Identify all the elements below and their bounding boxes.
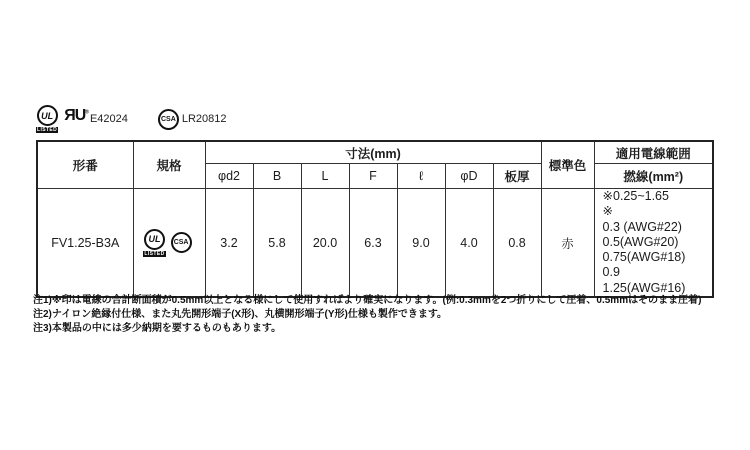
col-header-b: B bbox=[253, 164, 301, 189]
certification-marks bbox=[36, 103, 257, 135]
col-header-wire-range: 適用電線範囲 bbox=[594, 141, 713, 164]
table-row bbox=[37, 189, 713, 298]
value-f: 6.3 bbox=[349, 189, 397, 298]
wire-range-line: 0.75(AWG#18) bbox=[602, 250, 686, 265]
value-d: 4.0 bbox=[445, 189, 493, 298]
footnotes bbox=[33, 294, 733, 336]
registered-symbol: ® bbox=[85, 109, 89, 116]
col-header-dimensions: 寸法(mm) bbox=[205, 141, 541, 164]
col-header-stranded-wire: 撚線(mm²) bbox=[594, 164, 713, 189]
standard-color-value: 赤 bbox=[541, 189, 594, 298]
wire-range-line: ※ bbox=[602, 204, 613, 219]
col-header-f: F bbox=[349, 164, 397, 189]
standard-marks-cell bbox=[133, 189, 205, 298]
model-number: FV1.25-B3A bbox=[37, 189, 133, 298]
ul-listed-icon bbox=[143, 229, 165, 257]
value-d2: 3.2 bbox=[205, 189, 253, 298]
csa-logo-letters: CSA bbox=[173, 239, 189, 247]
wire-range-cell bbox=[594, 189, 713, 298]
spec-table bbox=[36, 140, 714, 298]
ul-listed-label: LISTED bbox=[144, 250, 165, 257]
csa-logo-letters: CSA bbox=[160, 115, 176, 123]
wire-range-line: 0.5(AWG#20) bbox=[602, 234, 679, 249]
col-header-color: 標準色 bbox=[541, 141, 594, 189]
col-header-d2: φd2 bbox=[205, 164, 253, 189]
note-line-2: 注2)ナイロン絶縁付仕様、また丸先開形端子(X形)、丸横開形端子(Y形)仕様も製作できます。 bbox=[33, 309, 448, 320]
ul-recognized-icon bbox=[64, 107, 89, 125]
wire-range-line: 1.25(AWG#16) bbox=[602, 280, 686, 295]
value-b: 5.8 bbox=[253, 189, 301, 298]
ul-listed-icon bbox=[36, 105, 58, 133]
col-header-thickness: 板厚 bbox=[493, 164, 541, 189]
col-header-d: φD bbox=[445, 164, 493, 189]
col-header-ell: ℓ bbox=[397, 164, 445, 189]
csa-file-number: LR20812 bbox=[181, 113, 227, 125]
wire-range-line: ※0.25~1.65 bbox=[602, 189, 669, 203]
value-ell: 9.0 bbox=[397, 189, 445, 298]
wire-range-line: 0.3 (AWG#22) bbox=[602, 219, 682, 234]
ul-logo-letters: UL bbox=[41, 110, 54, 121]
value-l: 20.0 bbox=[301, 189, 349, 298]
col-header-l: L bbox=[301, 164, 349, 189]
ul-listed-label: LISTED bbox=[37, 127, 58, 133]
col-header-model: 形番 bbox=[37, 141, 133, 189]
csa-icon bbox=[171, 232, 192, 253]
csa-icon bbox=[158, 109, 179, 130]
col-header-standard: 規格 bbox=[133, 141, 205, 189]
wire-range-line: 0.9 bbox=[602, 265, 620, 280]
ul-file-number: E42024 bbox=[89, 113, 128, 125]
ru-letters: ЯU bbox=[64, 107, 86, 124]
note-line-1: 注1)※印は電線の合計断面積が0.5mm以上となる様にして使用すればより確実になります。(例:0.3mmを2つ折りにして圧着、0.5mmはそのまま圧着) bbox=[33, 295, 702, 306]
value-thickness: 0.8 bbox=[493, 189, 541, 298]
ul-logo-letters: UL bbox=[148, 234, 161, 245]
note-line-3: 注3)本製品の中には多少納期を要するものもあります。 bbox=[33, 323, 282, 334]
